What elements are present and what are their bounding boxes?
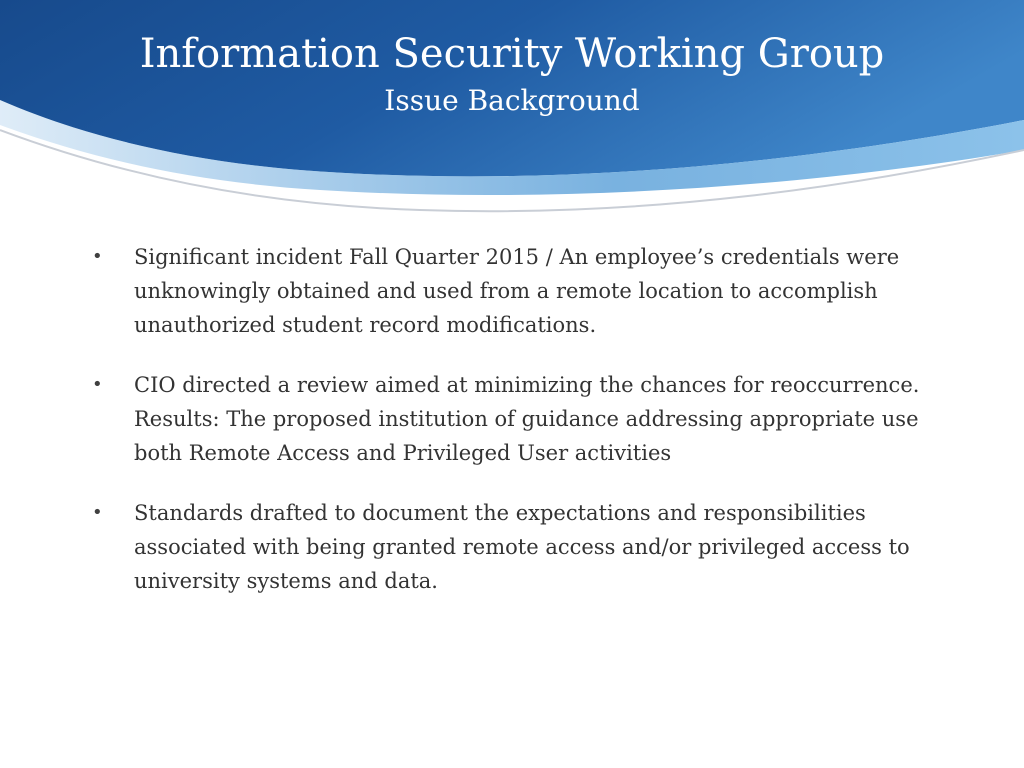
slide-subtitle: Issue Background: [384, 84, 640, 117]
slide-title: Information Security Working Group: [139, 31, 885, 77]
bullet-item: [92, 496, 952, 598]
bullet-icon: •: [92, 502, 103, 523]
bullet-text: Standards drafted to document the expectations and responsibilities associated with being granted remote access and/or privileged access to university systems and data.: [134, 501, 910, 593]
bullet-text: CIO directed a review aimed at minimizing the chances for reoccurrence. Results: The proposed institution of guidance addressing appropriate use both Remote Access and Privileged User activities: [134, 373, 920, 465]
title-block: [0, 30, 1024, 118]
bullet-icon: •: [92, 374, 103, 395]
bullet-list: [92, 240, 952, 624]
bullet-item: [92, 368, 952, 470]
bullet-text: Significant incident Fall Quarter 2015 / An employee’s credentials were unknowingly obtained and used from a remote location to accomplish unauthorized student record modifications.: [134, 245, 900, 337]
bullet-icon: •: [92, 246, 103, 267]
bullet-item: [92, 240, 952, 342]
